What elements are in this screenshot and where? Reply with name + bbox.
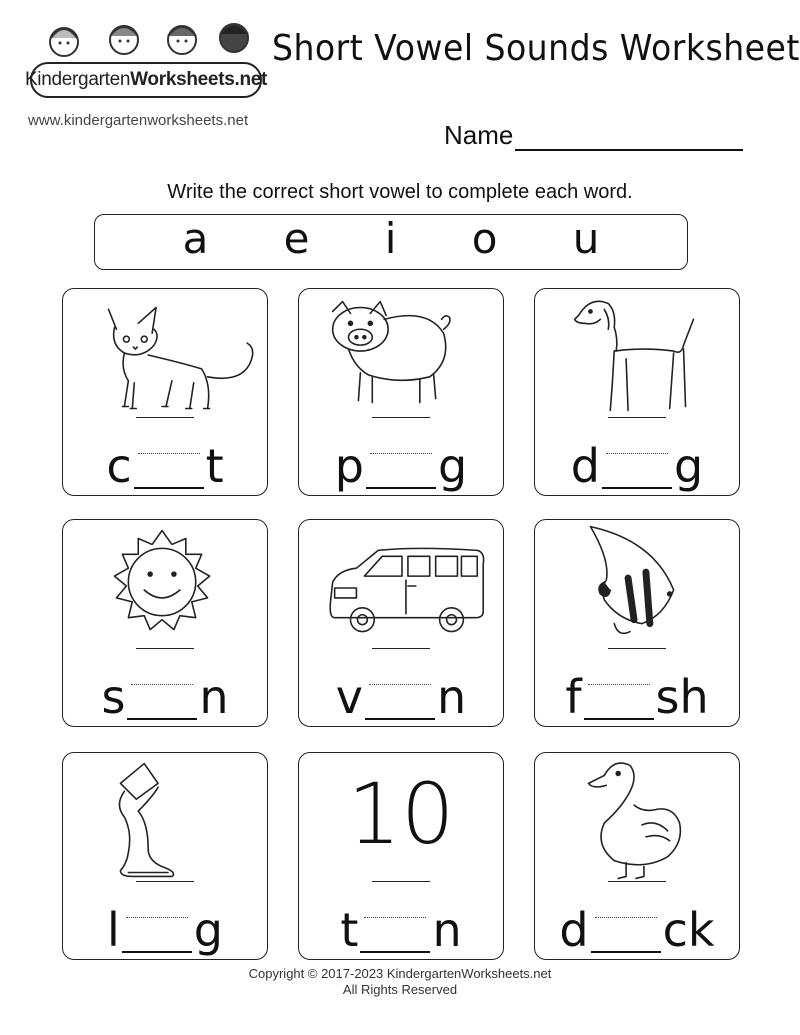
- vowel-blank[interactable]: [365, 680, 435, 720]
- rights-text: All Rights Reserved: [342, 982, 458, 997]
- vowel-blank[interactable]: [122, 913, 192, 953]
- word-card-van: [298, 519, 504, 727]
- word-card-duck: [534, 752, 740, 960]
- answer-line[interactable]: [608, 417, 666, 418]
- word-card-ten: [298, 752, 504, 960]
- word-start: l: [107, 903, 120, 957]
- number-ten: 10: [347, 764, 455, 863]
- site-url: www.kindergartenworksheets.net: [28, 112, 249, 129]
- kids-faces-icon: [42, 14, 252, 64]
- cat-icon: [63, 289, 267, 424]
- answer-line[interactable]: [608, 648, 666, 649]
- word-start: d: [559, 903, 589, 957]
- answer-line[interactable]: [136, 648, 194, 649]
- word-card-dog: [534, 288, 740, 496]
- word-sun: [63, 664, 267, 724]
- word-end: ck: [662, 903, 715, 957]
- word-end: n: [199, 670, 229, 724]
- word-end: g: [193, 903, 223, 957]
- vowel-a: a: [182, 214, 209, 263]
- vowel-u: u: [572, 214, 600, 263]
- word-end: n: [437, 670, 467, 724]
- answer-line[interactable]: [372, 648, 430, 649]
- page-title: Short Vowel Sounds Worksheet: [272, 28, 800, 69]
- fish-icon: [535, 520, 739, 655]
- vowel-blank[interactable]: [127, 680, 197, 720]
- vowel-i: i: [384, 214, 397, 263]
- number-ten-picture: [299, 753, 503, 888]
- name-field[interactable]: [444, 120, 743, 151]
- word-card-cat: [62, 288, 268, 496]
- word-card-sun: [62, 519, 268, 727]
- dog-icon: [535, 289, 739, 424]
- word-start: d: [570, 439, 600, 493]
- leg-icon: [63, 753, 267, 888]
- duck-icon: [535, 753, 739, 888]
- word-duck: [535, 897, 739, 957]
- word-card-pig: [298, 288, 504, 496]
- word-pig: [299, 433, 503, 493]
- vowel-blank[interactable]: [134, 449, 204, 489]
- van-icon: [299, 520, 503, 655]
- answer-line[interactable]: [608, 881, 666, 882]
- logo-text-b: Worksheets.net: [130, 69, 268, 90]
- pig-icon: [299, 289, 503, 424]
- answer-line[interactable]: [372, 881, 430, 882]
- answer-line[interactable]: [136, 417, 194, 418]
- logo-wordmark: [24, 62, 268, 98]
- sun-icon: [63, 520, 267, 655]
- word-card-fish: [534, 519, 740, 727]
- vowel-blank[interactable]: [602, 449, 672, 489]
- instruction-text: Write the correct short vowel to complete each word.: [167, 181, 633, 203]
- word-ten: [299, 897, 503, 957]
- logo-text-a: Kindergarten: [24, 69, 131, 90]
- vowel-bank: [94, 214, 688, 270]
- word-dog: [535, 433, 739, 493]
- vowel-blank[interactable]: [584, 680, 654, 720]
- word-end: sh: [655, 670, 709, 724]
- word-card-leg: [62, 752, 268, 960]
- vowel-blank[interactable]: [591, 913, 661, 953]
- answer-line[interactable]: [372, 417, 430, 418]
- footer: [0, 966, 800, 998]
- word-leg: [63, 897, 267, 957]
- word-start: c: [106, 439, 132, 493]
- name-line[interactable]: [515, 121, 743, 151]
- answer-line[interactable]: [136, 881, 194, 882]
- word-end: g: [674, 439, 704, 493]
- vowel-blank[interactable]: [360, 913, 430, 953]
- site-logo: [24, 14, 268, 104]
- name-label: Name: [444, 120, 514, 150]
- word-start: t: [340, 903, 359, 957]
- word-end: g: [438, 439, 468, 493]
- vowel-e: e: [283, 214, 310, 263]
- vowel-blank[interactable]: [366, 449, 436, 489]
- word-start: f: [565, 670, 582, 724]
- word-start: p: [334, 439, 364, 493]
- word-end: n: [432, 903, 462, 957]
- vowel-o: o: [471, 214, 498, 263]
- copyright-text: Copyright © 2017-2023 KindergartenWorksheets.net: [248, 966, 552, 981]
- word-van: [299, 664, 503, 724]
- word-end: t: [205, 439, 224, 493]
- word-cat: [63, 433, 267, 493]
- word-start: v: [335, 670, 364, 724]
- word-start: s: [101, 670, 126, 724]
- word-fish: [535, 664, 739, 724]
